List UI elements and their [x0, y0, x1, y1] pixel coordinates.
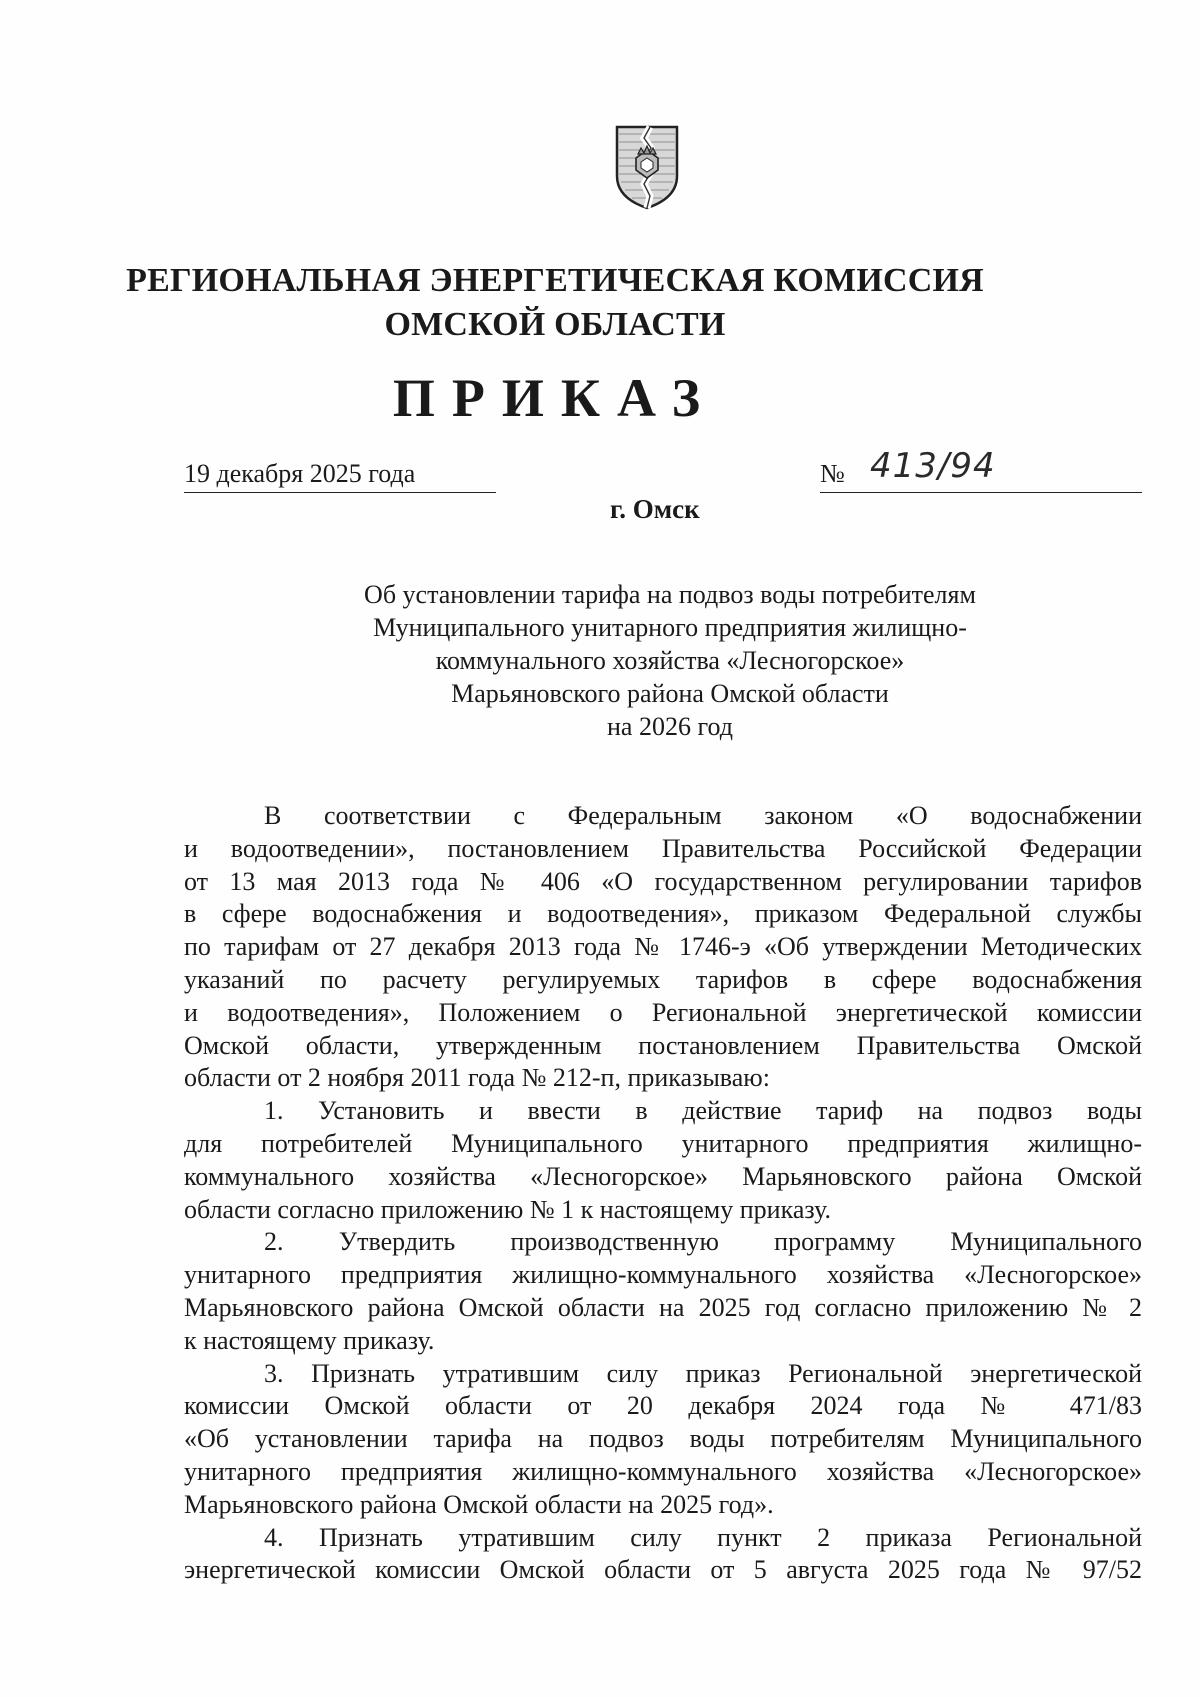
- body-line: области согласно приложению № 1 к настоящему приказу.: [184, 1194, 831, 1224]
- body-line: В соответствии с Федеральным законом «О водоснабжении: [264, 801, 1142, 830]
- document-body: [184, 800, 1142, 1587]
- body-line: унитарного предприятия жилищно-коммунального хозяйства «Лесногорское»: [184, 1456, 1142, 1486]
- subject-line: коммунального хозяйства «Лесногорское»: [435, 646, 905, 675]
- body-line: комиссии Омской области от 20 декабря 2024 года № 471/83: [184, 1391, 1142, 1421]
- body-line: и водоотведении», постановлением Правительства Российской Федерации: [184, 833, 1142, 863]
- body-line: «Об установлении тарифа на подвоз воды потребителям Муниципального: [184, 1424, 1142, 1454]
- body-line: области от 2 ноября 2011 года № 212-п, приказываю:: [184, 1063, 770, 1093]
- body-line: для потребителей Муниципального унитарного предприятия жилищно-: [184, 1128, 1142, 1158]
- subject-line: Марьяновского района Омской области: [451, 679, 889, 708]
- body-line: в сфере водоснабжения и водоотведения», приказом Федеральной службы: [184, 899, 1142, 929]
- document-date: 19 декабря 2025 года: [184, 458, 496, 493]
- body-line: указаний по расчету регулируемых тарифов в сфере водоснабжения: [184, 964, 1142, 994]
- number-sign: №: [820, 459, 845, 488]
- body-line: Марьяновского района Омской области на 2025 год согласно приложению № 2: [184, 1292, 1142, 1322]
- body-line: 2. Утвердить производственную программу Муниципального: [264, 1227, 1142, 1257]
- body-line: к настоящему приказу.: [184, 1325, 435, 1355]
- body-line: и водоотведения», Положением о Региональной энергетической комиссии: [184, 997, 1142, 1027]
- body-line: 3. Признать утратившим силу приказ Региональной энергетической: [264, 1358, 1142, 1388]
- organization-name-line2: ОМСКОЙ ОБЛАСТИ: [384, 306, 726, 343]
- body-line: 4. Признать утратившим силу пункт 2 приказа Региональной: [264, 1522, 1142, 1552]
- body-line: по тарифам от 27 декабря 2013 года № 1746-э «Об утверждении Методических: [184, 932, 1142, 962]
- body-line: 1. Установить и ввести в действие тариф на подвоз воды: [264, 1096, 1142, 1126]
- organization-name-line1: РЕГИОНАЛЬНАЯ ЭНЕРГЕТИЧЕСКАЯ КОМИССИЯ: [126, 262, 984, 299]
- subject-line: на 2026 год: [607, 712, 733, 741]
- document-number-value: 413/94: [870, 446, 996, 486]
- omsk-coat-of-arms-icon: [614, 124, 680, 210]
- body-line: от 13 мая 2013 года № 406 «О государственном регулировании тарифов: [184, 866, 1142, 896]
- document-type-title: ПРИКАЗ: [392, 368, 718, 428]
- body-line: Омской области, утвержденным постановлением Правительства Омской: [184, 1030, 1142, 1060]
- body-line: энергетической комиссии Омской области от 5 августа 2025 года № 97/52: [184, 1555, 1142, 1585]
- document-city: г. Омск: [610, 494, 700, 524]
- document-number: [820, 446, 1142, 493]
- subject-line: Муниципального унитарного предприятия жилищно-: [373, 613, 967, 642]
- body-line: коммунального хозяйства «Лесногорское» Марьяновского района Омской: [184, 1161, 1142, 1191]
- body-line: Марьяновского района Омской области на 2025 год».: [184, 1489, 774, 1519]
- body-line: унитарного предприятия жилищно-коммунального хозяйства «Лесногорское»: [184, 1260, 1142, 1290]
- subject-line: Об установлении тарифа на подвоз воды потребителям: [364, 580, 976, 609]
- document-subject: [300, 578, 1040, 743]
